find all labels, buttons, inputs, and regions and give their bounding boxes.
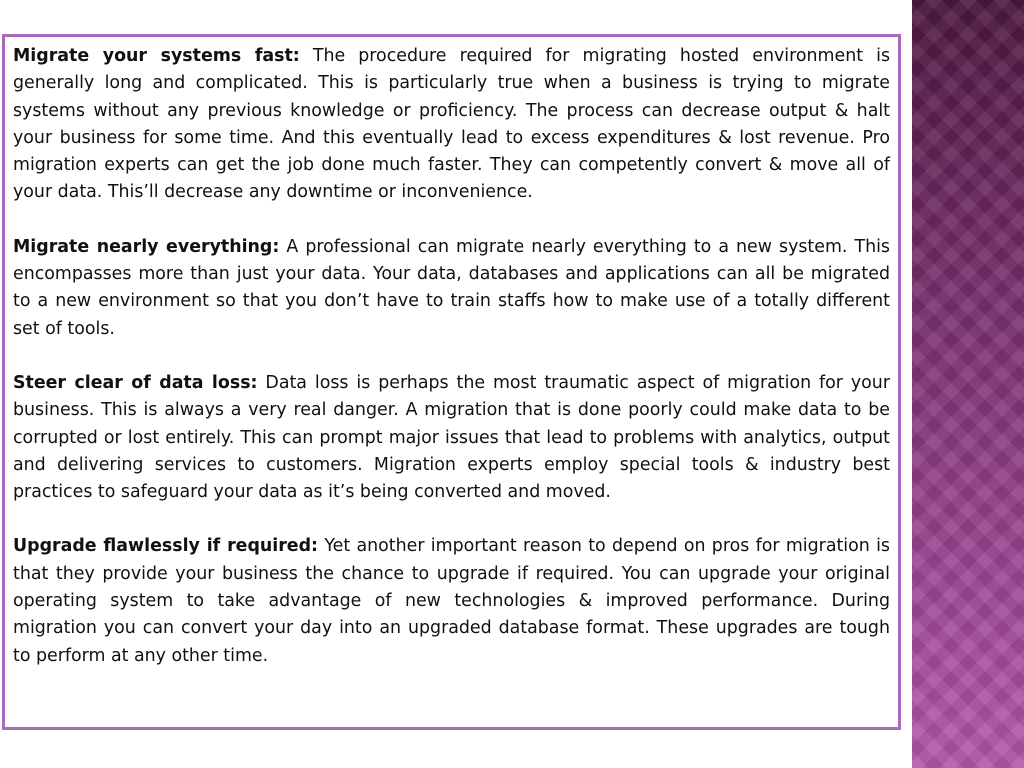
paragraph-body: Data loss is perhaps the most traumatic aspect of migration for your business. This is always a very real danger. A migration that is done poorly could make data to be corrupted or lost entirely. This can prompt major issues that lead to problems with analytics, output and delivering services to customers. Migration experts employ special tools & industry best practices to safeguard your data as it’s being converted and moved. (13, 372, 890, 503)
paragraph-body: The procedure required for migrating hosted environment is generally long and complicated. This is particularly true when a business is trying to migrate systems without any previous knowledge or proficiency. The process can decrease output & halt your business for some time. And this eventually lead to excess expenditures & lost revenue. Pro migration experts can get the job done much faster. They can competently convert & move all of your data. This’ll decrease any downtime or inconvenience. (13, 46, 891, 203)
paragraph-body: A professional can migrate nearly everything to a new system. This encompasses more than just your data. Your data, databases and applications can all be migrated to a new environment so that you don’t have to train staffs how to make use of a totally different set of tools. (13, 236, 890, 339)
paragraph-body: Yet another important reason to depend on pros for migration is that they provide your business the chance to upgrade if required. You can upgrade your original operating system to take advantage of new technologies & improved performance. During migration you can convert your day into an upgraded database format. These upgrades are tough to perform at any other time. (13, 536, 890, 666)
paragraph-heading: Upgrade flawlessly if required: (13, 536, 319, 557)
paragraph-data-loss (13, 370, 890, 506)
paragraph-migrate-fast (13, 43, 890, 207)
paragraph-migrate-everything (13, 234, 890, 343)
paragraph-heading: Migrate your systems fast: (13, 46, 300, 66)
paragraph-heading: Migrate nearly everything: (13, 236, 280, 257)
decorative-side-band (912, 0, 1024, 768)
content-box (2, 34, 901, 730)
paragraph-heading: Steer clear of data loss: (13, 372, 258, 393)
paragraph-upgrade (13, 533, 890, 669)
